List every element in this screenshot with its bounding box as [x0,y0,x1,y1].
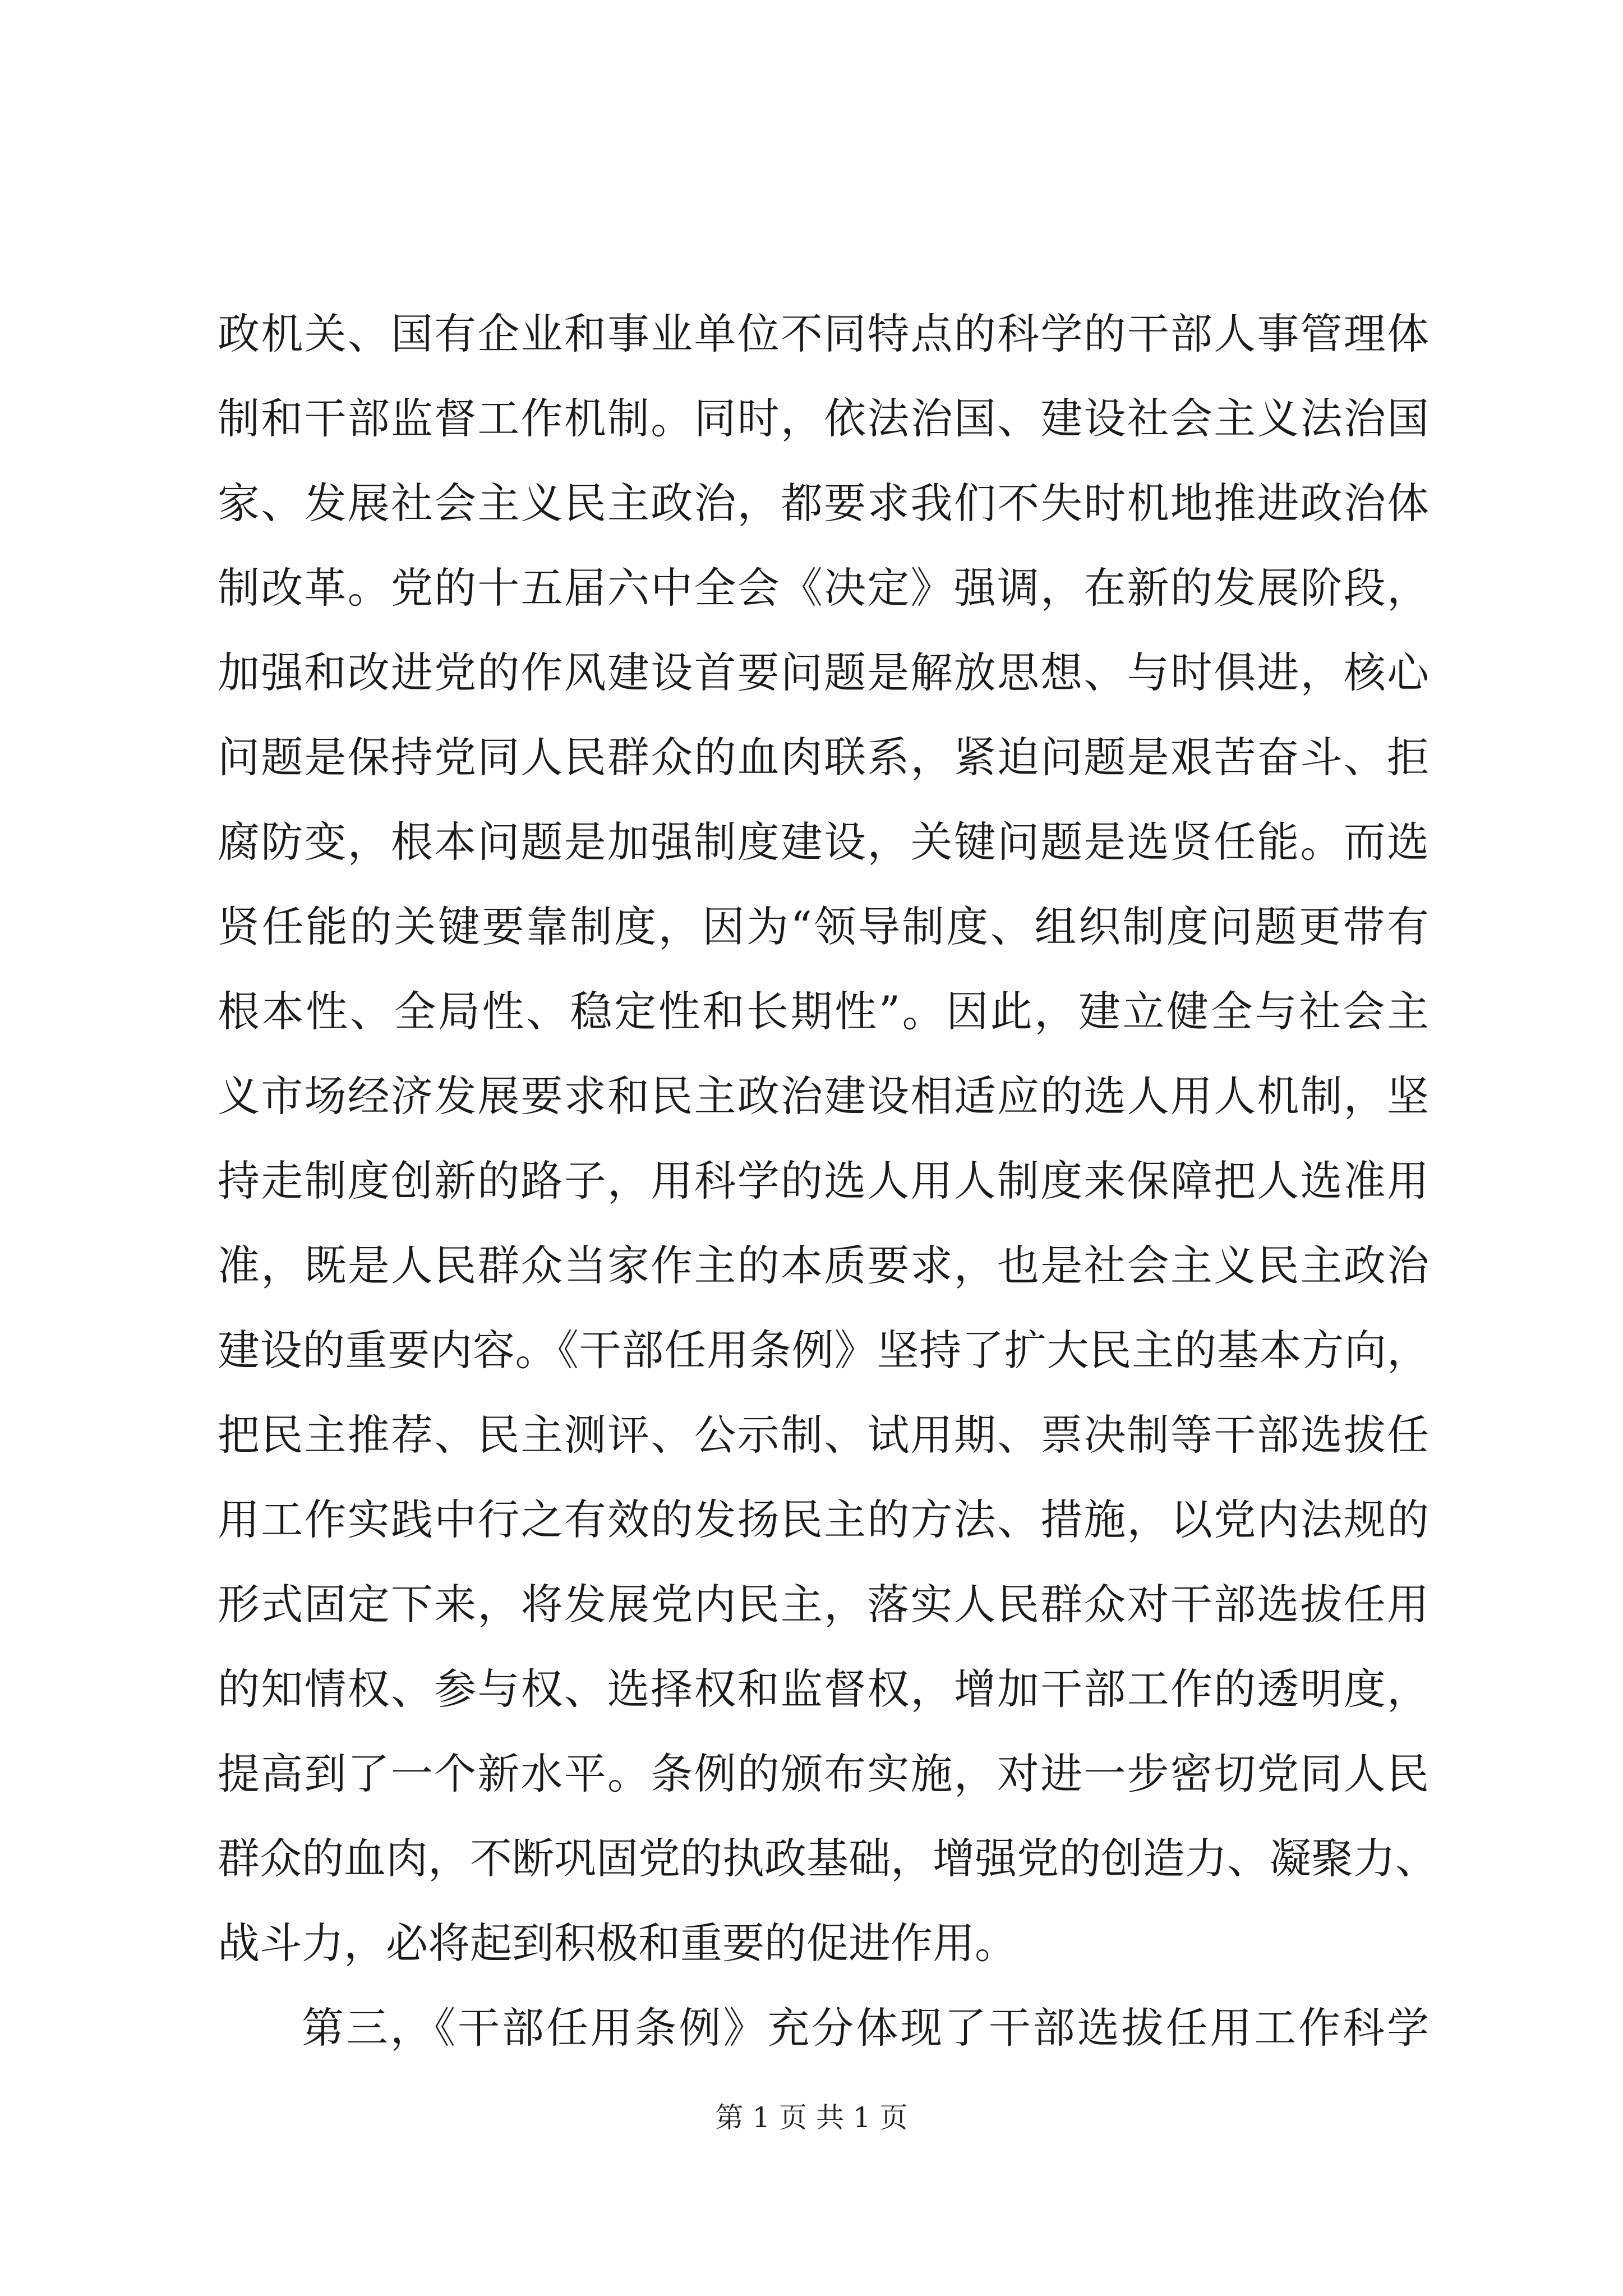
text-line: 战斗力，必将起到积极和重要的促进作用。 [218,1918,1017,1968]
text-line: 群众的血肉，不断巩固党的执政基础，增强党的创造力、凝聚力、 [218,1834,1438,1883]
paragraph-first-line: 第三，《干部任用条例》充分体现了干部选拔任用工作科学 [302,2003,1429,2053]
text-line: 根本性、全局性、稳定性和长期性”。因此，建立健全与社会主 [218,987,1429,1036]
text-line: 腐防变，根本问题是加强制度建设，关键问题是选贤任能。而选 [218,817,1429,867]
text-line: 准，既是人民群众当家作主的本质要求，也是社会主义民主政治 [218,1241,1429,1290]
text-line: 制和干部监督工作机制。同时，依法治国、建设社会主义法治国 [218,394,1429,443]
text-line: 义市场经济发展要求和民主政治建设相适应的选人用人机制，坚 [218,1071,1429,1121]
text-line: 用工作实践中行之有效的发扬民主的方法、措施，以党内法规的 [218,1495,1429,1544]
page-footer: 第 1 页 共 1 页 [715,2101,908,2134]
text-line: 建设的重要内容。《干部任用条例》坚持了扩大民主的基本方向， [218,1326,1429,1375]
text-line: 贤任能的关键要靠制度，因为“领导制度、组织制度问题更带有 [218,902,1429,951]
text-line: 政机关、国有企业和事业单位不同特点的科学的干部人事管理体 [218,309,1429,358]
text-line: 的知情权、参与权、选择权和监督权，增加干部工作的透明度， [218,1664,1429,1714]
text-line: 形式固定下来，将发展党内民主，落实人民群众对干部选拔任用 [218,1580,1429,1629]
body-text [218,292,1438,2070]
text-line: 制改革。党的十五届六中全会《决定》强调，在新的发展阶段， [218,563,1429,613]
text-line: 持走制度创新的路子，用科学的选人用人制度来保障把人选准用 [218,1156,1429,1205]
text-line: 加强和改进党的作风建设首要问题是解放思想、与时俱进，核心 [218,648,1429,697]
text-line: 提高到了一个新水平。条例的颁布实施，对进一步密切党同人民 [218,1749,1429,1798]
text-line: 把民主推荐、民主测评、公示制、试用期、票决制等干部选拔任 [218,1410,1429,1460]
text-line: 家、发展社会主义民主政治，都要求我们不失时机地推进政治体 [218,478,1429,528]
text-line: 问题是保持党同人民群众的血肉联系，紧迫问题是艰苦奋斗、拒 [218,733,1429,782]
